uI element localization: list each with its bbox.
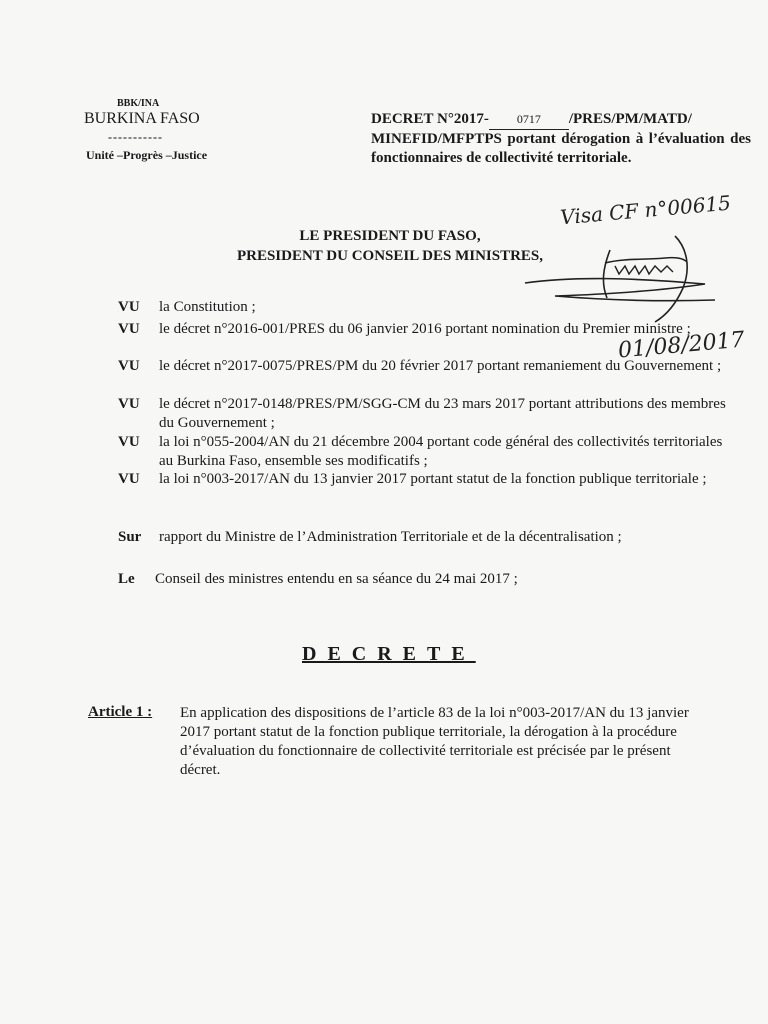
visa-text: la Constitution ;	[159, 299, 256, 315]
report-text: rapport du Ministre de l’Administration Territoriale et de la décentralisation ;	[159, 529, 622, 545]
visa-label: VU	[118, 471, 140, 487]
report-label: Sur	[118, 529, 142, 545]
decree-suffix: /PRES/PM/MATD/	[568, 111, 692, 127]
visa-text: le décret n°2016-001/PRES du 06 janvier 2016 portant nomination du Premier ministre ;	[159, 321, 691, 337]
visa-text: la loi n°003-2017/AN du 13 janvier 2017 portant statut de la fonction publique territoriale ;	[159, 471, 707, 487]
visa-text: la loi n°055-2004/AN du 21 décembre 2004 portant code général des collectivités territoriales au Burkina Faso, ensemble ses modificatifs ;	[159, 434, 723, 469]
date-annotation: 01/08/2017	[617, 327, 746, 364]
decree-prefix: DECRET N°2017-	[371, 111, 489, 127]
visa-text: le décret n°2017-0075/PRES/PM du 20 février 2017 portant remaniement du Gouvernement ;	[159, 358, 722, 374]
visa-label: VU	[118, 396, 140, 412]
decrete-heading: DECRETE	[302, 643, 476, 665]
president-line-1: LE PRESIDENT DU FASO,	[299, 228, 481, 244]
visa-label: VU	[118, 321, 140, 337]
decree-title	[371, 110, 751, 168]
decree-subject: MINEFID/MFPTPS portant dérogation à l’évaluation des fonctionnaires de collectivité territoriale.	[371, 131, 751, 166]
visa-label: VU	[118, 299, 140, 315]
article-1-text: En application des dispositions de l’article 83 de la loi n°003-2017/AN du 13 janvier 2017 portant statut de la fonction publique territoriale, la dérogation à la procédure d’évaluation du fonctionnaire de collectivité territoriale est précisée par le présent décret.	[180, 705, 689, 778]
visa-label: VU	[118, 434, 140, 450]
article-1-label: Article 1 :	[88, 704, 153, 720]
council-text: Conseil des ministres entendu en sa séance du 24 mai 2017 ;	[155, 571, 518, 587]
header-ref: BBK/INA	[117, 98, 160, 109]
country-name: BURKINA FASO	[84, 110, 200, 127]
decree-number: 0717	[489, 110, 569, 130]
national-motto: Unité –Progrès –Justice	[86, 148, 208, 162]
header-separator: -----------	[108, 130, 163, 144]
visa-text: le décret n°2017-0148/PRES/PM/SGG-CM du 23 mars 2017 portant attributions des membres du Gouvernement ;	[159, 396, 726, 431]
visa-annotation: Visa CF n°00615	[559, 190, 732, 230]
visa-label: VU	[118, 358, 140, 374]
council-label: Le	[118, 571, 135, 587]
decree-number-line	[371, 110, 751, 130]
president-line-2: PRESIDENT DU CONSEIL DES MINISTRES,	[236, 248, 544, 264]
